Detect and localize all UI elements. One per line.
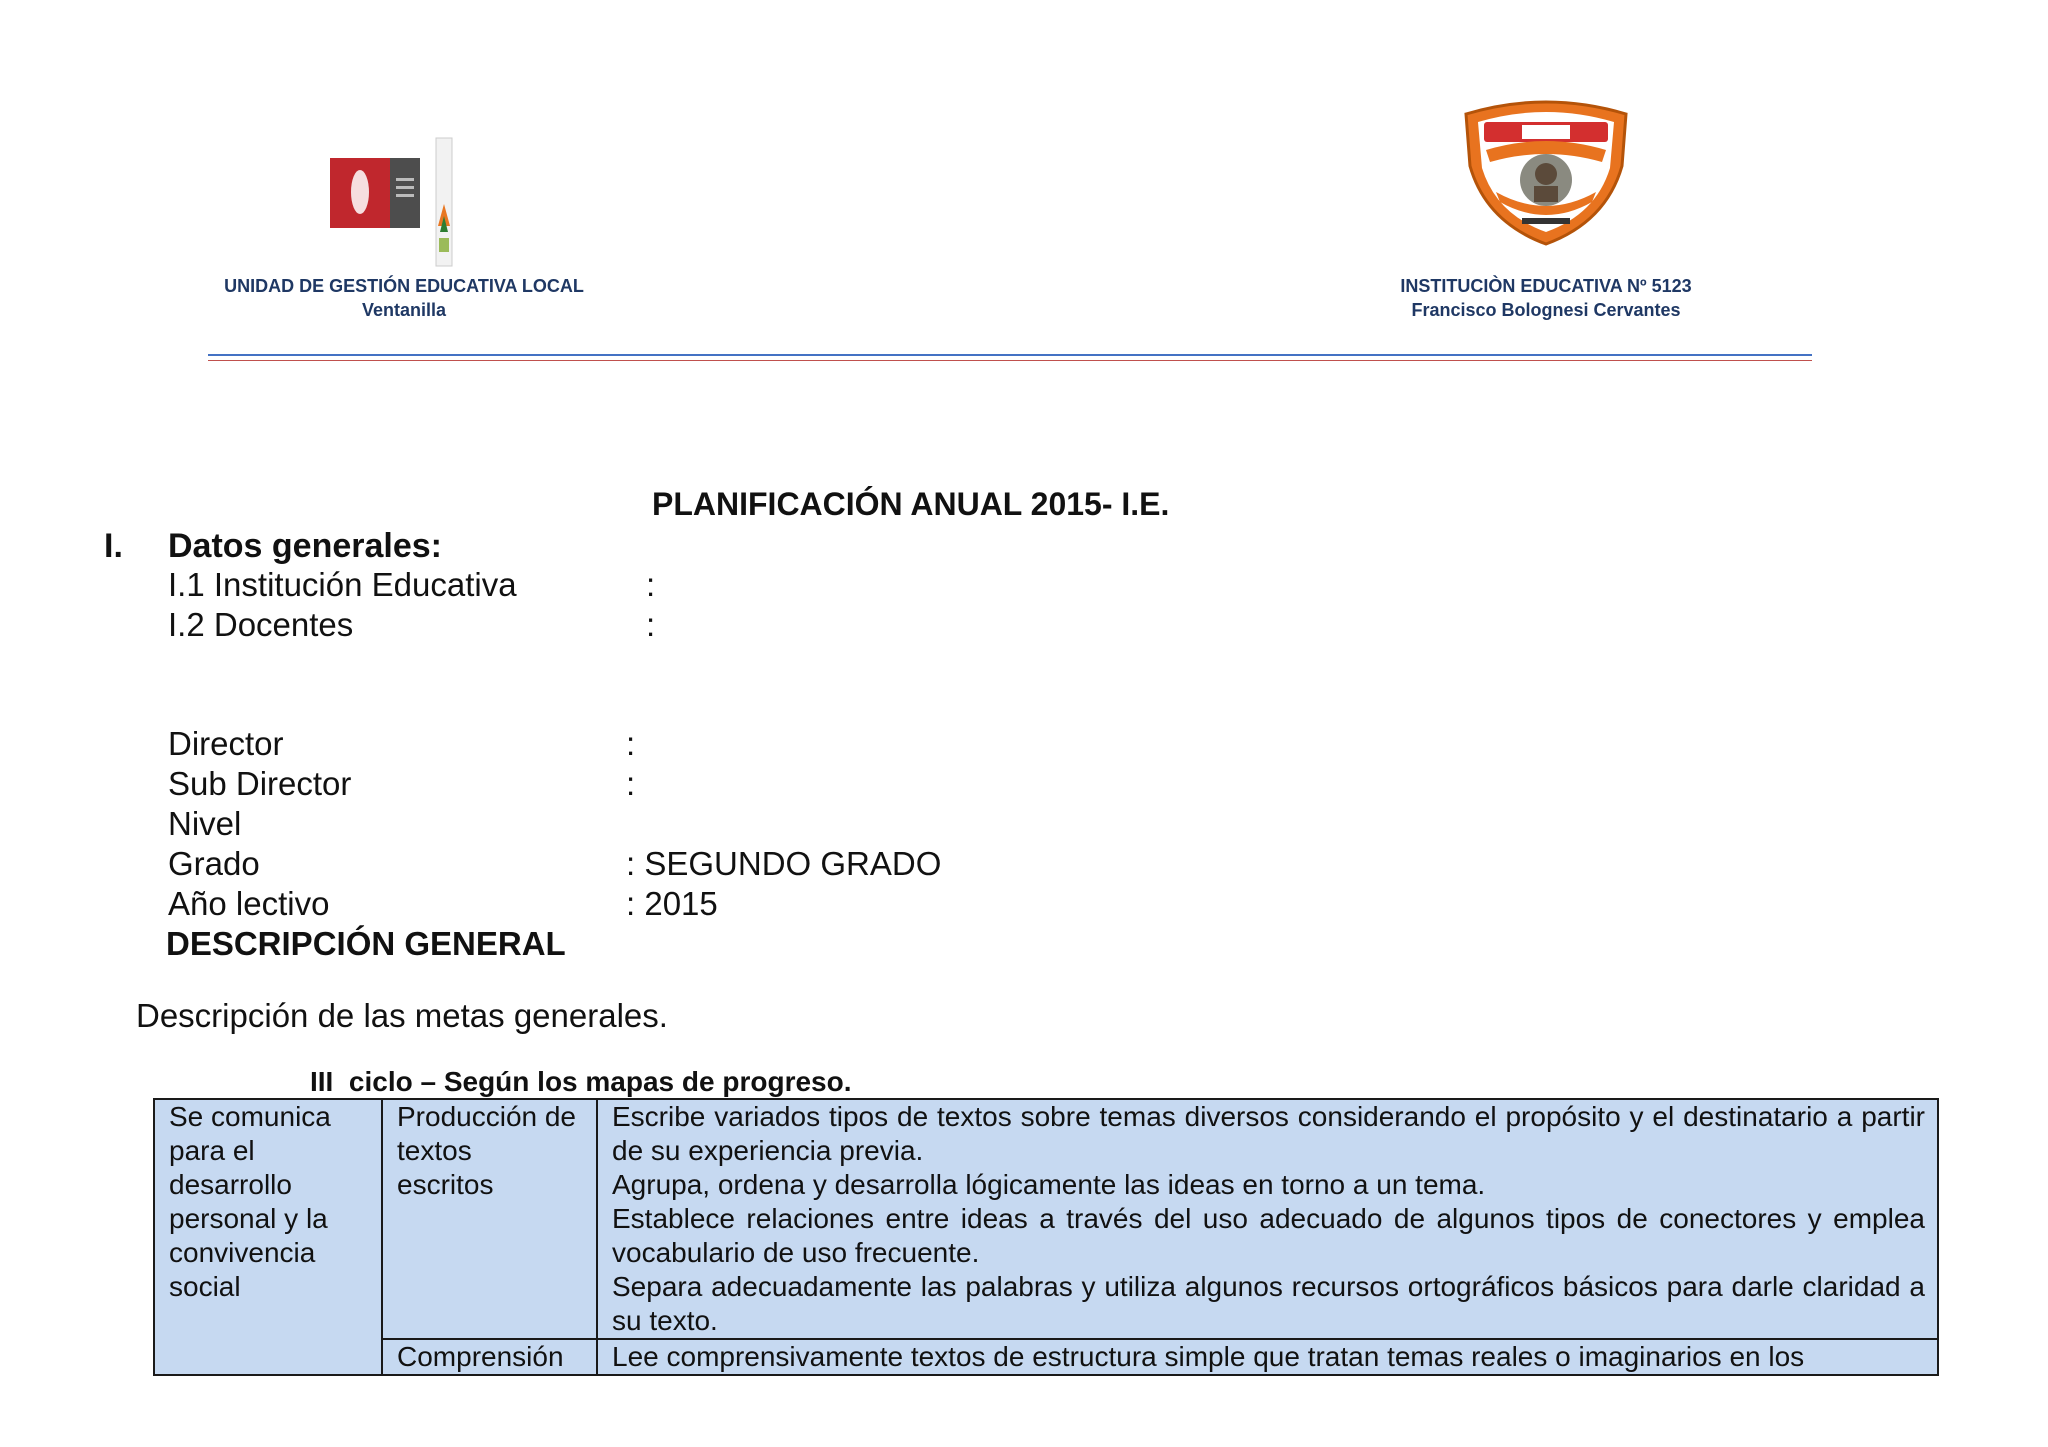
field-docentes bbox=[168, 606, 353, 644]
field-label-grado: Grado bbox=[168, 845, 260, 882]
descriptor-cell bbox=[597, 1339, 1938, 1375]
section-number: I. bbox=[104, 527, 123, 565]
header-rule-blue bbox=[208, 354, 1812, 356]
field-label: Docentes bbox=[213, 606, 354, 643]
school-name: INSTITUCIÒN EDUCATIVA Nº 5123 bbox=[1400, 276, 1692, 296]
field-value-grado: : SEGUNDO GRADO bbox=[626, 845, 942, 882]
field-value-subdirector: : bbox=[626, 765, 636, 802]
ugel-location: Ventanilla bbox=[361, 300, 447, 320]
descriptor: Escribe variados tipos de textos sobre temas diversos considerando el propósito y el destinatario a partir de su experiencia previa. bbox=[612, 1101, 1925, 1166]
ugel-header-text bbox=[208, 274, 600, 322]
field-separator: : bbox=[646, 606, 656, 643]
ugel-name: UNIDAD DE GESTIÓN EDUCATIVA LOCAL bbox=[224, 276, 584, 296]
section-heading: Datos generales: bbox=[168, 527, 442, 565]
field-number: I.2 bbox=[168, 606, 205, 643]
metas-text: Descripción de las metas generales. bbox=[136, 997, 668, 1034]
field-number: I.1 bbox=[168, 566, 205, 603]
document-title: PLANIFICACIÓN ANUAL 2015- I.E. bbox=[652, 486, 1170, 522]
descriptor: Separa adecuadamente las palabras y utiliza algunos recursos ortográficos básicos para darle claridad a su texto. bbox=[612, 1271, 1925, 1336]
field-label-anio: Año lectivo bbox=[168, 885, 330, 922]
field-label-nivel: Nivel bbox=[168, 805, 242, 842]
field-label-subdirector: Sub Director bbox=[168, 765, 352, 802]
table-row bbox=[154, 1099, 1938, 1339]
descriptor: Lee comprensivamente textos de estructura simple que tratan temas reales o imaginarios en los bbox=[612, 1341, 1805, 1372]
descriptor: Establece relaciones entre ideas a través del uso adecuado de algunos tipos de conectores y emplea vocabulario de uso frecuente. bbox=[612, 1203, 1925, 1268]
school-header-text bbox=[1396, 274, 1696, 322]
school-subname: Francisco Bolognesi Cervantes bbox=[1411, 300, 1681, 320]
competencia-cell: Se comunica para el desarrollo personal y la convivencia social bbox=[154, 1099, 382, 1375]
field-institucion bbox=[168, 566, 517, 604]
field-value-anio: : 2015 bbox=[626, 885, 718, 922]
capacidad-cell: Comprensión bbox=[382, 1339, 597, 1375]
descripcion-heading: DESCRIPCIÓN GENERAL bbox=[166, 925, 566, 962]
ministerio-logo bbox=[328, 134, 460, 270]
capacidad-cell: Producción de textos escritos bbox=[382, 1099, 597, 1339]
field-value-director: : bbox=[626, 725, 636, 762]
field-separator: : bbox=[646, 566, 656, 603]
table-row bbox=[154, 1339, 1938, 1375]
ciclo-heading: III ciclo – Según los mapas de progreso. bbox=[310, 1066, 852, 1097]
descriptor-cell bbox=[597, 1099, 1938, 1339]
header-rule-red bbox=[208, 360, 1812, 361]
school-crest-logo bbox=[1456, 96, 1636, 248]
field-label-director: Director bbox=[168, 725, 284, 762]
progress-map-table bbox=[153, 1098, 1939, 1376]
field-label: Institución Educativa bbox=[213, 566, 517, 603]
descriptor: Agrupa, ordena y desarrolla lógicamente las ideas en torno a un tema. bbox=[612, 1169, 1486, 1200]
